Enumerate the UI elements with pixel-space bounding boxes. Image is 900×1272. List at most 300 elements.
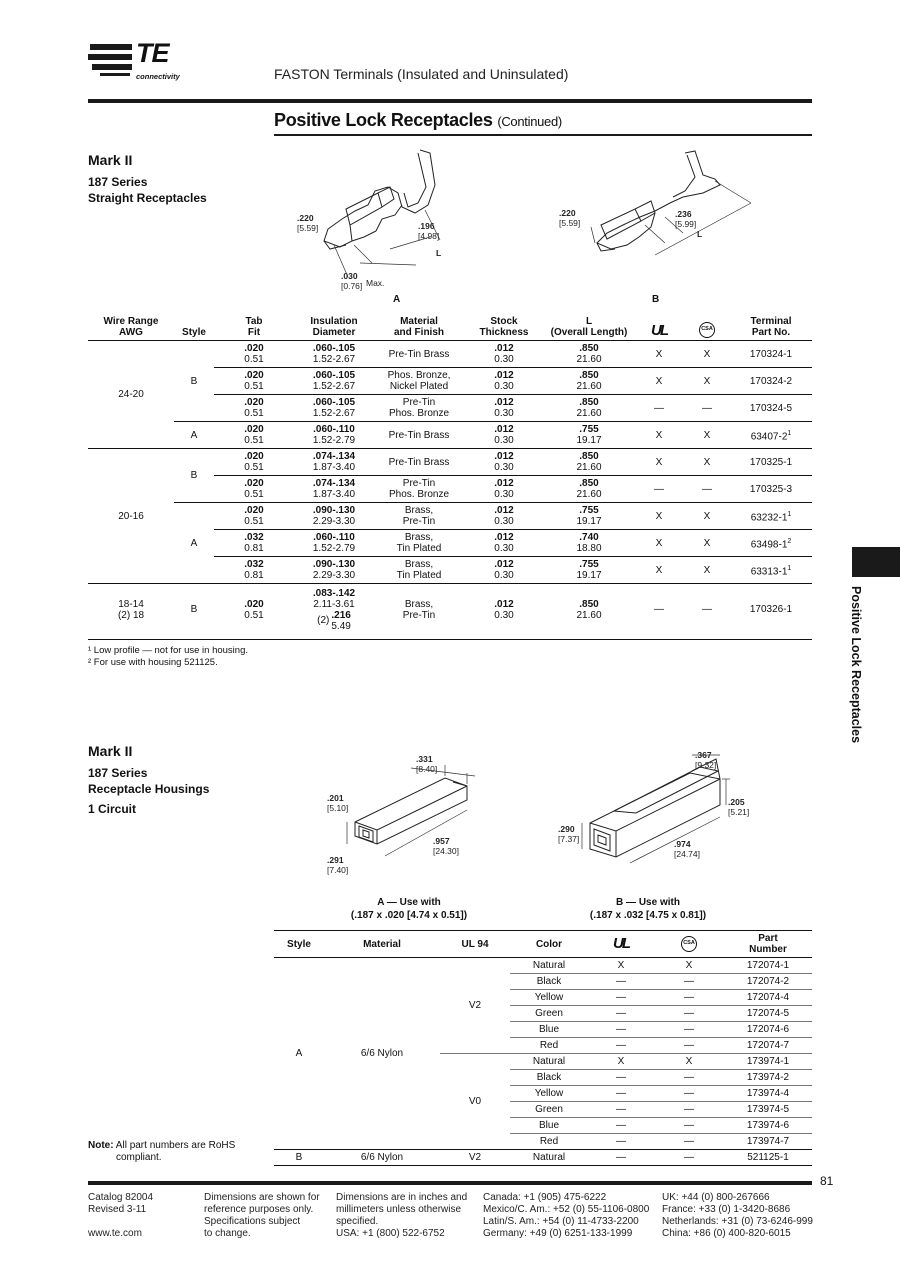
ul-value: X bbox=[655, 564, 663, 576]
tab-fit-cell bbox=[214, 395, 294, 422]
catalog-title: FASTON Terminals (Insulated and Uninsulated) bbox=[274, 66, 569, 82]
footer-contacts-americas bbox=[483, 1192, 649, 1240]
block1-heading-line3: Straight Receptacles bbox=[88, 191, 207, 205]
terminal-row bbox=[88, 341, 812, 368]
csa-cell bbox=[684, 584, 730, 636]
stock-cell bbox=[464, 503, 544, 530]
material-value: Pre-Tin Brass bbox=[388, 456, 450, 468]
color-cell bbox=[510, 1150, 588, 1166]
terminal-row bbox=[88, 449, 812, 476]
ul-value: — bbox=[616, 976, 626, 987]
footer-line: specified. bbox=[336, 1216, 379, 1227]
cell-line-1: .850 bbox=[579, 451, 599, 462]
ul-cell bbox=[634, 422, 684, 449]
col-ul bbox=[634, 314, 684, 341]
cell-line-2: 19.17 bbox=[576, 435, 602, 446]
ul-value: — bbox=[654, 483, 664, 495]
ul94-cell bbox=[440, 958, 510, 1054]
cell-line-2: 0.81 bbox=[244, 543, 264, 554]
fig-b-dim-236 bbox=[675, 209, 696, 229]
csa-value: X bbox=[703, 564, 711, 576]
cell-line-1: Brass, bbox=[404, 532, 434, 543]
cell-line-2: 21.60 bbox=[576, 462, 602, 473]
cell-line-2: 0.30 bbox=[494, 516, 514, 527]
tab-fit-cell bbox=[214, 557, 294, 584]
block1-heading bbox=[88, 152, 207, 206]
ul-cell bbox=[634, 557, 684, 584]
color-cell bbox=[510, 958, 588, 974]
csa-value: X bbox=[703, 456, 711, 468]
csa-value: X bbox=[685, 960, 693, 971]
ul-cell bbox=[634, 530, 684, 557]
length-cell bbox=[544, 422, 634, 449]
cell-line-2: 0.30 bbox=[494, 408, 514, 419]
note-text-2: compliant. bbox=[116, 1152, 162, 1163]
csa-cell bbox=[684, 530, 730, 557]
part-number: 170325-1 bbox=[749, 456, 793, 468]
section-title bbox=[274, 110, 562, 131]
block1-heading-line1: Mark II bbox=[88, 152, 133, 168]
part-cell bbox=[730, 449, 812, 476]
style-value: A bbox=[190, 429, 198, 441]
th-line: Thickness bbox=[479, 327, 529, 338]
ul-value: X bbox=[655, 429, 663, 441]
section-continued: (Continued) bbox=[497, 114, 562, 129]
cell-line-1: Pre-Tin bbox=[402, 397, 436, 408]
cell-line-1: .020 bbox=[244, 397, 264, 408]
housing-a-caption bbox=[348, 896, 470, 922]
footer-line: Netherlands: +31 (0) 73-6246-999 bbox=[662, 1216, 813, 1227]
th-line: Stock bbox=[490, 316, 518, 327]
insulation-cell bbox=[294, 449, 374, 476]
csa-value: — bbox=[684, 1072, 694, 1083]
stock-cell bbox=[464, 557, 544, 584]
csa-cell bbox=[654, 1102, 724, 1118]
col-part bbox=[730, 314, 812, 341]
section-title-text: Positive Lock Receptacles bbox=[274, 110, 493, 130]
cell-line-1: .020 bbox=[244, 343, 264, 354]
stock-cell bbox=[464, 449, 544, 476]
part-cell bbox=[730, 530, 812, 557]
ul-value: X bbox=[655, 348, 663, 360]
dim-metric: [5.59] bbox=[297, 223, 319, 233]
tab-fit-cell bbox=[214, 368, 294, 395]
cell-line-1: .060-.105 bbox=[312, 343, 356, 354]
dim-value: .367 bbox=[695, 750, 712, 760]
ul-value: — bbox=[616, 1072, 626, 1083]
ul-cell bbox=[588, 1086, 654, 1102]
ul-cell bbox=[588, 1054, 654, 1070]
color-cell bbox=[510, 1118, 588, 1134]
cell-line-1: .020 bbox=[244, 505, 264, 516]
csa-cell bbox=[654, 1054, 724, 1070]
dim-value: .331 bbox=[416, 754, 433, 764]
style-value: A bbox=[190, 537, 198, 549]
footer-catalog bbox=[88, 1192, 153, 1240]
part-cell bbox=[724, 1006, 812, 1022]
part-cell bbox=[724, 1118, 812, 1134]
material-value: Pre-Tin Brass bbox=[388, 348, 450, 360]
cell-line-1: .090-.130 bbox=[312, 559, 356, 570]
ul-logo-icon: UL bbox=[651, 322, 667, 339]
style-cell bbox=[274, 958, 324, 1150]
style-cell bbox=[174, 422, 214, 449]
cell-line-1: .012 bbox=[494, 532, 514, 543]
housing-a-dim-291 bbox=[327, 855, 348, 875]
block2-heading-line2: 187 Series bbox=[88, 766, 148, 780]
cell-line-1: Pre-Tin bbox=[402, 478, 436, 489]
tab-fit-cell bbox=[214, 584, 294, 636]
cell-line-1: Phos. Bronze, bbox=[387, 370, 451, 381]
ul-cell bbox=[588, 1102, 654, 1118]
part-value: 172074-4 bbox=[746, 992, 790, 1003]
th-line: Number bbox=[749, 944, 787, 955]
th-line: Part bbox=[758, 933, 778, 944]
part-value: 172074-5 bbox=[746, 1008, 790, 1019]
insulation-cell bbox=[294, 395, 374, 422]
caption-line: A — Use with bbox=[377, 897, 441, 908]
part-number: 170324-2 bbox=[749, 375, 793, 387]
color-value: Green bbox=[535, 1104, 563, 1115]
fig-a-dim-030 bbox=[341, 271, 362, 291]
cell-line-2: 0.30 bbox=[494, 381, 514, 392]
th-line: Material bbox=[400, 316, 438, 327]
part-cell bbox=[730, 422, 812, 449]
csa-value: — bbox=[684, 1024, 694, 1035]
caption-line: (.187 x .032 [4.75 x 0.81]) bbox=[589, 910, 707, 921]
caption-line: (.187 x .020 [4.74 x 0.51]) bbox=[350, 910, 468, 921]
style-value: B bbox=[190, 470, 198, 481]
cell-line-1: .020 bbox=[244, 478, 264, 489]
th-line: Wire Range bbox=[103, 316, 159, 327]
length-cell bbox=[544, 341, 634, 368]
cell-line-2: 1.52-2.67 bbox=[312, 354, 356, 365]
cell-line-1: .060-.110 bbox=[313, 424, 355, 435]
wire-range-cell bbox=[88, 341, 174, 449]
part-number: 63498-1 bbox=[750, 539, 788, 551]
part-cell bbox=[730, 557, 812, 584]
stock-cell bbox=[464, 341, 544, 368]
cell-line-2: Nickel Plated bbox=[389, 381, 449, 392]
csa-cell bbox=[654, 1070, 724, 1086]
style-value: A bbox=[295, 1048, 303, 1059]
section-rule bbox=[274, 134, 812, 136]
housing-a-dim-201 bbox=[327, 793, 348, 813]
csa-cell bbox=[654, 974, 724, 990]
part-cell bbox=[724, 1054, 812, 1070]
part-cell bbox=[724, 1022, 812, 1038]
part-number: 63232-1 bbox=[750, 512, 788, 524]
color-cell bbox=[510, 990, 588, 1006]
cell-line-2: 0.51 bbox=[244, 354, 264, 365]
ul-value: — bbox=[616, 1120, 626, 1131]
insulation-cell bbox=[294, 476, 374, 503]
dim-metric: [5.59] bbox=[559, 218, 581, 228]
terminal-row bbox=[88, 584, 812, 636]
csa-cell bbox=[684, 449, 730, 476]
terminal-table-bottom-rule bbox=[88, 639, 812, 640]
footer-line: France: +33 (0) 1-3420-8686 bbox=[662, 1204, 791, 1215]
csa-value: — bbox=[684, 1088, 694, 1099]
ul-value: — bbox=[616, 1136, 626, 1147]
csa-cell bbox=[684, 557, 730, 584]
housing-b-dim-974 bbox=[674, 839, 700, 859]
cell-line-1: .020 bbox=[244, 370, 264, 381]
footer-disclaimer bbox=[204, 1192, 320, 1240]
footer-line: Latin/S. Am.: +54 (0) 11-4733-2200 bbox=[483, 1216, 639, 1227]
csa-cell bbox=[684, 503, 730, 530]
cell-line-1: .020 bbox=[244, 424, 264, 435]
dual-prefix: (2) bbox=[317, 615, 330, 627]
cell-line-1: .060-.105 bbox=[312, 397, 356, 408]
terminal-table bbox=[88, 314, 812, 636]
cell-line-2: 0.51 bbox=[244, 435, 264, 446]
footer-line: Dimensions are in inches and bbox=[336, 1192, 468, 1203]
ul-cell bbox=[588, 1150, 654, 1166]
cell-line-2: 0.30 bbox=[494, 609, 514, 621]
part-value: 172074-7 bbox=[746, 1040, 790, 1051]
cell-line-1: .012 bbox=[494, 598, 514, 610]
part-number: 170324-5 bbox=[749, 402, 793, 414]
footer-line: Catalog 82004 bbox=[88, 1192, 154, 1203]
insulation-cell bbox=[294, 530, 374, 557]
fig-a-label: A bbox=[393, 294, 401, 305]
col-tab-fit bbox=[214, 314, 294, 341]
col-csa bbox=[684, 314, 730, 341]
part-cell bbox=[724, 1086, 812, 1102]
housing-a-dim-957 bbox=[433, 836, 459, 856]
part-value: 173974-7 bbox=[746, 1136, 790, 1147]
cell-line-2: 18.80 bbox=[576, 543, 602, 554]
csa-value: — bbox=[684, 1040, 694, 1051]
color-value: Red bbox=[539, 1040, 559, 1051]
material-cell bbox=[324, 958, 440, 1150]
cell-line-1: .012 bbox=[494, 505, 514, 516]
terminal-table-header bbox=[88, 314, 812, 341]
cell-line-2: 21.60 bbox=[576, 609, 602, 621]
stock-cell bbox=[464, 395, 544, 422]
cell-line-1: .012 bbox=[494, 424, 514, 435]
material-cell bbox=[374, 530, 464, 557]
ul-value: X bbox=[655, 537, 663, 549]
part-cell bbox=[730, 395, 812, 422]
cell-line-2: (2) 18 bbox=[117, 609, 145, 621]
csa-cell bbox=[684, 395, 730, 422]
ul-cell bbox=[588, 1070, 654, 1086]
part-value: 173974-6 bbox=[746, 1120, 790, 1131]
cell-line-4: 5.49 bbox=[331, 620, 351, 632]
cell-line-2: 1.87-3.40 bbox=[312, 462, 356, 473]
part-value: 172074-2 bbox=[746, 976, 790, 987]
cell-line-2: 0.51 bbox=[244, 462, 264, 473]
fig-a-dim-l: L bbox=[436, 248, 442, 258]
insulation-cell bbox=[294, 584, 374, 636]
dual-wire-insulation bbox=[296, 610, 372, 632]
footer-line: Mexico/C. Am.: +52 (0) 55-1106-0800 bbox=[483, 1204, 650, 1215]
cell-line-1: .012 bbox=[494, 397, 514, 408]
part-cell bbox=[730, 341, 812, 368]
footer-website-link[interactable]: www.te.com bbox=[88, 1228, 142, 1239]
cell-line-1: .755 bbox=[579, 424, 599, 435]
csa-value: — bbox=[702, 483, 712, 495]
cell-line-2: 0.30 bbox=[494, 435, 514, 446]
logo-text: TE bbox=[136, 38, 169, 68]
col-part bbox=[724, 931, 812, 958]
footnotes bbox=[88, 645, 248, 669]
csa-cell bbox=[654, 1150, 724, 1166]
col-csa bbox=[654, 931, 724, 958]
stock-cell bbox=[464, 530, 544, 557]
dim-metric: [24.30] bbox=[433, 846, 459, 856]
footer-line: USA: +1 (800) 522-6752 bbox=[336, 1228, 445, 1239]
cell-line-2: 2.11-3.61 bbox=[313, 598, 355, 610]
cell-line-1: 18-14 bbox=[118, 598, 144, 610]
block2-heading bbox=[88, 743, 209, 817]
cell-line-1: .755 bbox=[579, 559, 599, 570]
cell-line-2: Tin Plated bbox=[396, 570, 442, 581]
color-cell bbox=[510, 974, 588, 990]
stock-cell bbox=[464, 476, 544, 503]
dim-value: .957 bbox=[433, 836, 450, 846]
cell-line-2: 0.30 bbox=[494, 354, 514, 365]
dim-metric: [24.74] bbox=[674, 849, 700, 859]
fig-a-max: Max. bbox=[366, 278, 385, 288]
fig-a-dim-220 bbox=[297, 213, 318, 233]
dim-value: .205 bbox=[728, 797, 745, 807]
dim-value: .196 bbox=[418, 221, 435, 231]
part-number: 170325-3 bbox=[749, 483, 793, 495]
style-value: B bbox=[190, 604, 198, 616]
cell-line-1: .850 bbox=[579, 598, 599, 610]
th-line: Insulation bbox=[310, 316, 358, 327]
material-cell bbox=[374, 557, 464, 584]
cell-line-2: 0.51 bbox=[244, 609, 264, 621]
cell-line-1: .850 bbox=[579, 343, 599, 354]
part-value: 173974-1 bbox=[746, 1056, 790, 1067]
footer-line: Revised 3-11 bbox=[88, 1204, 147, 1215]
csa-value: X bbox=[703, 510, 711, 522]
cell-line-1: .850 bbox=[579, 397, 599, 408]
housing-table bbox=[274, 930, 812, 1166]
dim-metric: [5.99] bbox=[675, 219, 697, 229]
dim-value: .974 bbox=[674, 839, 691, 849]
cell-line-2: 19.17 bbox=[576, 516, 602, 527]
part-cell bbox=[730, 476, 812, 503]
wire-range-cell bbox=[88, 449, 174, 584]
ul-value: — bbox=[616, 1152, 626, 1163]
footer-line: China: +86 (0) 400-820-6015 bbox=[662, 1228, 791, 1239]
color-value: Natural bbox=[532, 960, 566, 971]
logo-subtext: connectivity bbox=[136, 72, 180, 81]
part-value: 173974-2 bbox=[746, 1072, 790, 1083]
color-cell bbox=[510, 1102, 588, 1118]
material-value: Pre-Tin Brass bbox=[388, 429, 450, 441]
part-number: 63313-1 bbox=[750, 566, 788, 578]
th-line: L bbox=[585, 316, 593, 327]
length-cell bbox=[544, 368, 634, 395]
color-cell bbox=[510, 1086, 588, 1102]
part-value: 172074-1 bbox=[746, 960, 790, 971]
housing-row bbox=[274, 1150, 812, 1166]
part-value: 172074-6 bbox=[746, 1024, 790, 1035]
footer-line: Germany: +49 (0) 6251-133-1999 bbox=[483, 1228, 633, 1239]
header-rule bbox=[88, 99, 812, 103]
col-wire-range bbox=[88, 314, 174, 341]
color-cell bbox=[510, 1134, 588, 1150]
cell-line-1: .755 bbox=[579, 505, 599, 516]
ul-cell bbox=[588, 1022, 654, 1038]
cell-line-2: 1.52-2.67 bbox=[312, 381, 356, 392]
dim-metric: [8.40] bbox=[416, 764, 438, 774]
dim-value: .220 bbox=[559, 208, 576, 218]
material-cell bbox=[374, 503, 464, 530]
cell-line-2: 0.30 bbox=[494, 570, 514, 581]
csa-cell bbox=[654, 990, 724, 1006]
housing-b-dim-367 bbox=[695, 750, 716, 770]
part-cell bbox=[730, 368, 812, 395]
color-value: Yellow bbox=[534, 1088, 564, 1099]
footnote-ref: 1 bbox=[787, 564, 792, 572]
cell-line-2: 2.29-3.30 bbox=[312, 516, 356, 527]
col-material: Material bbox=[324, 931, 440, 958]
footnote-1: ¹ Low profile — not for use in housing. bbox=[88, 645, 249, 656]
stock-cell bbox=[464, 422, 544, 449]
footnote-ref: 1 bbox=[787, 510, 792, 518]
color-value: Blue bbox=[538, 1024, 559, 1035]
ul-cell bbox=[634, 503, 684, 530]
cell-line-2: 2.29-3.30 bbox=[312, 570, 356, 581]
cell-line-2: 0.51 bbox=[244, 408, 264, 419]
material-cell bbox=[374, 449, 464, 476]
length-cell bbox=[544, 449, 634, 476]
csa-value: X bbox=[703, 375, 711, 387]
housing-b-dim-290 bbox=[558, 824, 579, 844]
ul-cell bbox=[588, 1038, 654, 1054]
csa-value: — bbox=[684, 1104, 694, 1115]
color-value: Green bbox=[535, 1008, 563, 1019]
cell-line-1: .012 bbox=[494, 451, 514, 462]
col-color: Color bbox=[510, 931, 588, 958]
footer-line: reference purposes only. bbox=[204, 1204, 314, 1215]
csa-value: — bbox=[684, 1136, 694, 1147]
part-cell bbox=[724, 1038, 812, 1054]
ul-cell bbox=[634, 368, 684, 395]
csa-cell bbox=[654, 1006, 724, 1022]
dim-metric: [0.76] bbox=[341, 281, 363, 291]
color-value: Natural bbox=[532, 1056, 566, 1067]
cell-line-1: .740 bbox=[579, 532, 599, 543]
cell-line-1: .090-.130 bbox=[312, 505, 356, 516]
block1-heading-line2: 187 Series bbox=[88, 175, 148, 189]
footer-line: Dimensions are shown for bbox=[204, 1192, 320, 1203]
csa-value: X bbox=[703, 348, 711, 360]
housing-a-dim-331 bbox=[416, 754, 437, 774]
part-cell bbox=[724, 1134, 812, 1150]
ul-cell bbox=[634, 341, 684, 368]
cell-line-2: 1.52-2.79 bbox=[312, 543, 356, 554]
th-line: Tab bbox=[245, 316, 263, 327]
length-cell bbox=[544, 557, 634, 584]
th-line: Fit bbox=[247, 327, 261, 338]
part-cell bbox=[724, 1102, 812, 1118]
cell-line-2: 1.52-2.79 bbox=[312, 435, 356, 446]
block2-heading-line1: Mark II bbox=[88, 743, 133, 759]
color-cell bbox=[510, 1038, 588, 1054]
csa-cell bbox=[684, 368, 730, 395]
footer-rule bbox=[88, 1181, 812, 1185]
cell-line-2: 21.60 bbox=[576, 408, 602, 419]
housing-row bbox=[274, 958, 812, 974]
